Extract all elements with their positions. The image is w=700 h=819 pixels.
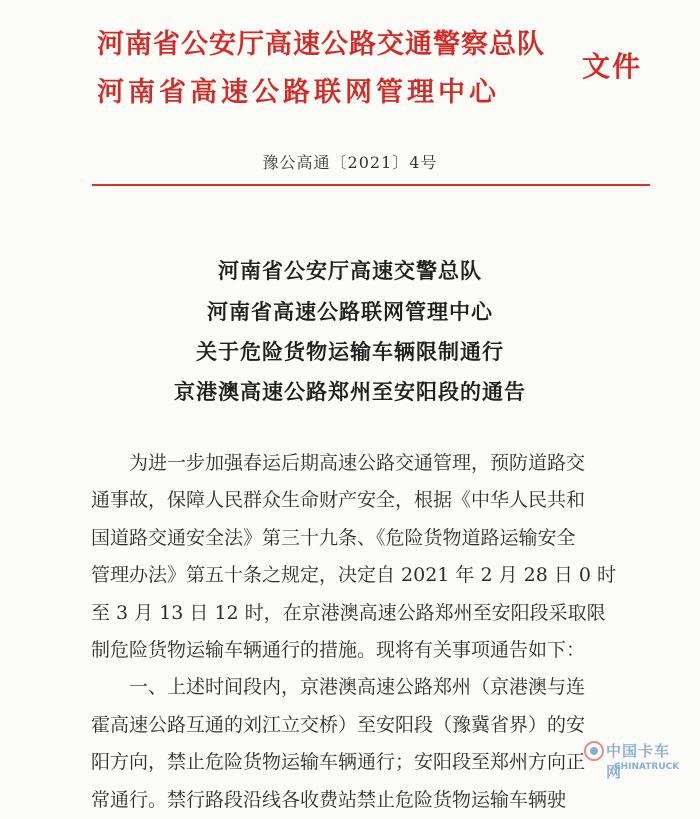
body-line: 一、上述时间段内，京港澳高速公路郑州（京港澳与连 xyxy=(129,676,586,699)
title-line-2: 河南省高速公路联网管理中心 xyxy=(207,299,493,324)
truck-logo-icon xyxy=(584,741,604,761)
notice-body xyxy=(91,445,621,819)
body-line: 制危险货物运输车辆通行的措施。现将有关事项通告如下： xyxy=(91,638,586,661)
body-line: 阳方向，禁止危险货物运输车辆通行；安阳段至郑州方向正 xyxy=(91,751,586,774)
body-line: 为进一步加强春运后期高速公路交通管理，预防道路交 xyxy=(129,452,586,474)
body-line: 霍高速公路互通的刘江立交桥）至安阳段（豫冀省界）的安 xyxy=(91,713,586,736)
title-line-3: 关于危险货物运输车辆限制通行 xyxy=(196,339,504,364)
title-line-1: 河南省公安厅高速交警总队 xyxy=(218,258,482,283)
body-line: 至 3 月 13 日 12 时，在京港澳高速公路郑州至安阳段采取限 xyxy=(91,601,606,624)
body-line: 管理办法》第五十条之规定，决定自 2021 年 2 月 28 日 0 时 xyxy=(91,564,617,587)
document-number: 豫公高通〔2021〕4号 xyxy=(262,153,438,172)
issuer-line-2: 河南省高速公路联网管理中心 xyxy=(97,77,500,108)
file-label: 文件 xyxy=(582,50,643,83)
body-line: 通事故，保障人民群众生命财产安全，根据《中华人民共和 xyxy=(91,489,586,512)
title-line-4: 京港澳高速公路郑州至安阳段的通告 xyxy=(174,379,526,404)
watermark xyxy=(584,738,684,788)
issuer-line-1: 河南省公安厅高速公路交通警察总队 xyxy=(97,29,545,60)
red-divider xyxy=(92,184,650,186)
watermark-cn: 中国卡车网 xyxy=(606,742,671,781)
body-line: 国道路交通安全法》第三十九条、《危险货物道路运输安全 xyxy=(91,526,576,549)
body-line: 常通行。禁行路段沿线各收费站禁止危险货物运输车辆驶 xyxy=(91,788,567,811)
watermark-en: CHINATRUCK xyxy=(614,762,680,772)
